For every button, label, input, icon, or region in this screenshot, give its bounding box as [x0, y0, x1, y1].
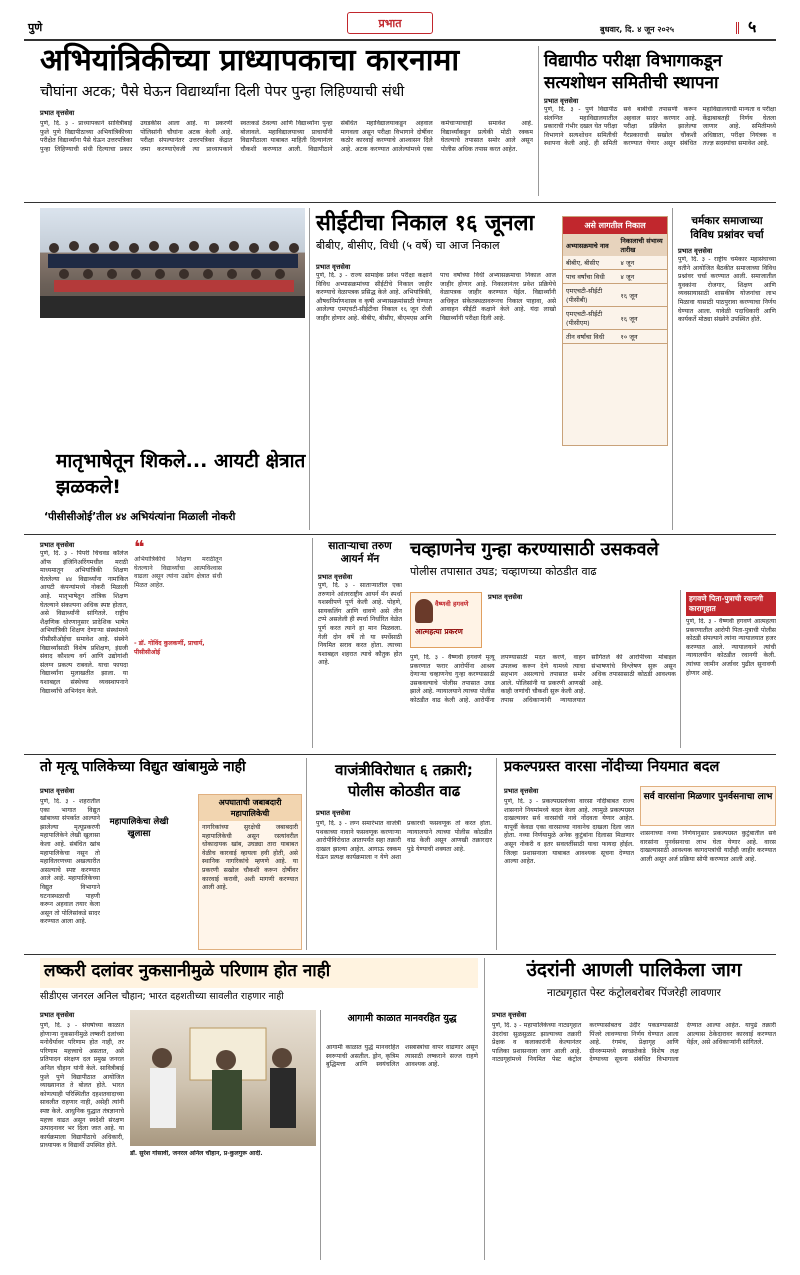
- story13-body: शासनाच्या नव्या निर्णयानुसार प्रकल्पग्रस्त कुटुंबातील सर्व वारसांना पुनर्वसनाचा लाभ घेता येणार आहे. वारस दाखल्यासाठी आवश्यक कागदपत्रांची यादीही जाहीर करण्यात आली असून अर्ज प्रक्रिया सोपी करण्यात आली आहे.: [640, 830, 776, 863]
- masthead-date: बुधवार, दि. ४ जून २०२५: [600, 25, 674, 34]
- story9-body-cont: [104, 850, 194, 948]
- story3-subhead: बीबीए, बीसीए, विधी (५ वर्षे) चा आज निकाल: [316, 239, 500, 252]
- story11-credit: प्रभात वृत्तसेवा: [316, 809, 351, 817]
- story13-box: [640, 786, 776, 826]
- quote-mark-icon: ❝: [134, 537, 145, 558]
- masthead-paper: प्रभात: [378, 17, 402, 30]
- table-row: [563, 284, 667, 307]
- story14-body: पुणे, दि. ३ - संघर्षाच्या काळात होणाऱ्या नुकसानीमुळे लष्करी दलांच्या मनोधैर्यावर परिणाम होत नाही, तर परिणाम महत्त्वाचे असतात, असे प्रतिपादन संरक्षण दल प्रमुख जनरल अनिल चौहान यांनी केले. सावित्रीबाई फुले पुणे विद्यापीठात आयोजित व्याख्यानात ते बोलत होते. भारत कोणत्याही परिस्थितीत दहशतवादाच्या सावलीत राहणार नाही, असेही त्यांनी स्पष्ट केले. आधुनिक युद्धात तंत्रज्ञानाचे महत्त्व वाढत असून स्वदेशी संरक्षण उत्पादनावर भर दिला जात आहे. या कार्यक्रमाला विद्यापीठाचे अधिकारी, प्राध्यापक व विद्यार्थी उपस्थित होते.: [40, 1022, 124, 1150]
- story5-quote: [134, 537, 222, 660]
- story7-tag-name: वैष्णवी हगवणे: [435, 600, 469, 608]
- story9-sub-left: महापालिकेचा लेखी खुलासा: [109, 817, 169, 839]
- story5-quote-text: अभियांत्रिकीचे शिक्षण मराठीतून घेतल्याने विद्यार्थ्यांचा आत्मविश्वास वाढला असून त्यांना उद्योग क्षेत्रात संधी मिळत आहेत.: [134, 556, 222, 589]
- masthead-logo: [347, 12, 433, 34]
- story3-body: पुणे, दि. ३ - राज्य सामाईक प्रवेश परीक्षा कक्षाने विविध अभ्यासक्रमांच्या सीईटीचे निकाल जाहीर करण्याचे वेळापत्रक प्रसिद्ध केले आहे. अभियांत्रिकी, औषधनिर्माणशास्त्र व कृषी अभ्यासक्रमांसाठी घेण्यात आलेल्या एमएचटी-सीईटीचा निकाल १६ जून रोजी जाहीर होणार आहे. बीबीए, बीसीए, बीएमएस आणि पाच वर्षांच्या विधी अभ्यासक्रमाचा निकाल आज जाहीर होणार आहे. निकालानंतर प्रवेश प्रक्रियेचे वेळापत्रक जाहीर करण्यात येईल. विद्यार्थ्यांनी अधिकृत संकेतस्थळावरूनच निकाल पाहावा, असे आवाहन सीईटी कक्षाने केले आहे. यंदा लाखो विद्यार्थ्यांनी परीक्षा दिली आहे.: [316, 272, 556, 322]
- story2-body: पुणे, दि. ३ - पुणे विद्यापीठ संलग्नित महाविद्यालयातील प्रकाराची गंभीर दखल घेत परीक्षा विभागाने सत्यशोधन समितीची स्थापना केली आहे. ही समिती सर्व बाबींची तपासणी करून अहवाल सादर करणार आहे. परीक्षा प्रक्रियेत झालेल्या गैरप्रकाराची सखोल चौकशी करण्यात येणार असून संबंधित महाविद्यालयाची मान्यता व परीक्षा केंद्राबाबतही निर्णय घेतला जाणार आहे. समितीमध्ये अधिष्ठाता, परीक्षा नियंत्रक व तज्ज्ञ सदस्यांचा समावेश आहे.: [544, 106, 776, 148]
- story11-body: पुणे, दि. ३ - लग्न समारंभात वाजंत्री पथकाच्या नावाने फसवणूक करणाऱ्या आरोपीविरोधात आतापर्यंत सहा तक्रारी दाखल झाल्या आहेत. आगाऊ रक्कम घेऊन प्रत्यक्ष कार्यक्रमाला न येणे अशा प्रकारची फसवणूक तो करत होता. न्यायालयाने त्याच्या पोलीस कोठडीत वाढ केली असून आणखी तक्रारदार पुढे येण्याची शक्यता आहे.: [316, 820, 492, 862]
- story7-headline: चव्हाणनेच गुन्हा करण्यासाठी उसकवले: [410, 539, 659, 560]
- story5-quote-by: - डॉ. गोविंद कुलकर्णी, प्राचार्य, पीसीसीओई: [134, 640, 205, 656]
- group-photo: [40, 208, 305, 318]
- story12-credit: प्रभात वृत्तसेवा: [504, 787, 539, 795]
- masthead-city: पुणे: [28, 21, 43, 34]
- story3-credit: प्रभात वृत्तसेवा: [316, 263, 351, 271]
- masthead-divider: [736, 22, 739, 34]
- story6-body: पुणे, दि. ३ - साताऱ्यातील एका तरुणाने आंतरराष्ट्रीय आयर्न मॅन स्पर्धा यशस्वीपणे पूर्ण केली आहे. पोहणे, सायकलिंग आणि धावणे असे तीन टप्पे असलेली ही स्पर्धा निर्धारित वेळेत पूर्ण करत त्याने हा मान मिळवला. गेली दोन वर्षे तो या स्पर्धेसाठी नियमित सराव करत होता. त्याच्या यशाबद्दल शहरात त्याचे कौतुक होत आहे.: [318, 582, 402, 667]
- avatar: [415, 599, 433, 623]
- story5-body-cont: [134, 666, 308, 750]
- table-row: [563, 307, 667, 330]
- story14-credit: प्रभात वृत्तसेवा: [40, 1011, 75, 1019]
- story1-subhead: चौघांना अटक; पैसे घेऊन विद्यार्थ्यांना दिली पेपर पुन्हा लिहिण्याची संधी: [40, 84, 405, 100]
- story7-tag: [410, 592, 482, 648]
- story6-headline: साताऱ्याचा तरुण आयर्न मॅन: [328, 540, 392, 565]
- story16-headline: उंदरांनी आणली पालिकेला जाग: [526, 959, 742, 981]
- result-date: १६ जून: [618, 307, 667, 330]
- result-date: ४ जून: [618, 270, 667, 284]
- story14-body-cont: [130, 1174, 316, 1258]
- story1-headline: अभियांत्रिकीच्या प्राध्यापकाचा कारनामा: [40, 43, 460, 78]
- story4-credit: प्रभात वृत्तसेवा: [678, 247, 713, 255]
- story15-body: आगामी काळात युद्धे मानवरहित स्वरूपाची असतील. ड्रोन, कृत्रिम बुद्धिमत्ता आणि स्वयंचलित शस्त्रास्त्रांचा वापर वाढणार असून त्यासाठी लष्कराने सज्ज राहणे आवश्यक आहे.: [326, 1044, 478, 1069]
- story13-headline: सर्व वारसांना मिळणार पुनर्वसनाचा लाभ: [643, 792, 773, 802]
- result-course: पाच वर्षांचा विधी: [563, 270, 618, 284]
- result-course: एमएचटी-सीईटी (पीसीबी): [563, 284, 618, 307]
- event-photo: [130, 1010, 316, 1146]
- table-row: [563, 330, 667, 344]
- story1-body: पुणे, दि. ३ - प्राध्यापकाने सावित्रीबाई फुले पुणे विद्यापीठाच्या अभियांत्रिकीच्या परीक्षेत विद्यार्थ्यांना पैसे घेऊन उत्तरपत्रिका पुन्हा लिहिण्याची संधी दिल्याचा प्रकार उघडकीस आला आहे. या प्रकरणी पोलिसांनी चौघांना अटक केली आहे. परीक्षा संपल्यानंतर उत्तरपत्रिका केंद्रात जमा करण्याऐवजी त्या प्राध्यापकाने स्वतःकडे ठेवल्या आणि विद्यार्थ्यांना पुन्हा बोलावले. महाविद्यालयाच्या प्राचार्यांनी विद्यापीठाला याबाबत माहिती दिल्यानंतर चौकशी करण्यात आली. विद्यापीठाने संबंधित महाविद्यालयाकडून अहवाल मागवला असून परीक्षा विभागाने दोषींवर कठोर कारवाई करण्याचे आश्वासन दिले आहे. अटक करण्यात आलेल्यांमध्ये एका कर्मचाऱ्याचाही समावेश आहे. विद्यार्थ्यांकडून प्रत्येकी मोठी रक्कम घेतल्याचे तपासात समोर आले असून पोलीस अधिक तपास करत आहेत.: [40, 120, 533, 153]
- result-course: तीन वर्षांचा विधी: [563, 330, 618, 344]
- story14-headline: लष्करी दलांवर नुकसानीमुळे परिणाम होत नाही: [44, 961, 331, 981]
- result-col-date: निकालाची संभाव्य तारीख: [618, 234, 667, 256]
- story16-credit: प्रभात वृत्तसेवा: [492, 1011, 527, 1019]
- story11-headline: वाजंत्रीविरोधात ६ तक्रारी; पोलीस कोठडीत वाढ: [335, 761, 473, 800]
- story12-body: पुणे, दि. ३ - प्रकल्पग्रस्तांच्या वारसा नोंदीबाबत राज्य शासनाने नियमांमध्ये बदल केला आहे. त्यामुळे प्रकल्पग्रस्त दाखल्यावर सर्व वारसांची नावे नोंदवता येणार आहेत. यापूर्वी केवळ एका वारसाच्या नावानेच दाखला दिला जात होता. नव्या निर्णयामुळे अनेक कुटुंबांना दिलासा मिळणार असून नोकरी व इतर सवलतींसाठी याचा फायदा होईल. जिल्हा प्रशासनाला याबाबत आवश्यक सूचना देण्यात आल्या आहेत.: [504, 798, 634, 866]
- result-box: [562, 216, 668, 446]
- story5-headline: मातृभाषेतून शिकले... आयटी क्षेत्रात झळकले!: [56, 450, 306, 498]
- story6-credit: प्रभात वृत्तसेवा: [318, 573, 353, 581]
- story16-subhead: नाट्यगृहात पेस्ट कंट्रोलबरोबर पिंजरेही लावणार: [547, 987, 721, 999]
- result-box-title: असे लागतील निकाल: [563, 217, 667, 234]
- story4-body: पुणे, दि. ३ - राष्ट्रीय चर्मकार महासंघाच्या वतीने आयोजित बैठकीत समाजाच्या विविध प्रश्नांवर चर्चा करण्यात आली. समाजातील युवकांना रोजगार, शिक्षण आणि व्यवसायासाठी शासकीय योजनांचा लाभ मिळावा यासाठी पाठपुरावा करण्याचा निर्णय घेण्यात आला. यावेळी पदाधिकारी आणि कार्यकर्ते मोठ्या संख्येने उपस्थित होते.: [678, 256, 776, 324]
- story7-body-top: [488, 602, 676, 650]
- table-row: [563, 256, 667, 270]
- story9-credit: प्रभात वृत्तसेवा: [40, 787, 75, 795]
- story5-subhead: ‘पीसीसीओई’तील ४४ अभियंत्यांना मिळाली नोकरी: [44, 511, 236, 523]
- result-date: १० जून: [618, 330, 667, 344]
- story8-body: पुणे, दि. ३ - वैष्णवी हगवणे आत्महत्या प्रकरणातील आरोपी पिता-पुत्राची पोलीस कोठडी संपल्याने त्यांना न्यायालयात हजर करण्यात आले. न्यायालयाने त्यांची न्यायालयीन कोठडीत रवानगी केली. त्यांच्या जामीन अर्जावर पुढील सुनावणी होणार आहे.: [686, 618, 776, 677]
- story2-credit: प्रभात वृत्तसेवा: [544, 97, 579, 105]
- group-photo-figures: [40, 208, 305, 318]
- story14-caption: डॉ. सुरेश गोसावी, जनरल अनिल चौहान, प्र-कुलगुरू आदी.: [130, 1150, 263, 1157]
- story4-headline: चर्मकार समाजाच्या विविध प्रश्नांवर चर्चा: [690, 215, 764, 241]
- story9-headline: तो मृत्यू पालिकेच्या विद्युत खांबामुळे नाही: [40, 759, 246, 775]
- story10-headline: अपघाताची जबाबदारी महापालिकेची: [199, 795, 301, 821]
- masthead-rule: [24, 39, 776, 41]
- event-photo-figures: [130, 1010, 316, 1146]
- result-date: १६ जून: [618, 284, 667, 307]
- story10-box: [198, 794, 302, 950]
- story9-body: पुणे, दि. ३ - शहरातील एका भागात विद्युत खांबाच्या संपर्कात आल्याने झालेल्या मृत्यूप्रकरणी महापालिकेने लेखी खुलासा केला आहे. संबंधित खांब महापालिकेचा नसून तो महावितरणच्या अखत्यारीत असल्याचे स्पष्ट करण्यात आले आहे. महापालिकेच्या विद्युत विभागाने घटनास्थळाची पाहणी करून अहवाल तयार केला असून तो पोलिसांकडे सादर करण्यात आला आहे.: [40, 798, 100, 926]
- story16-body: पुणे, दि. ३ - महापालिकेच्या नाट्यगृहात उंदरांचा सुळसुळाट झाल्याच्या तक्रारी प्रेक्षक व कलाकारांनी केल्यानंतर पालिका प्रशासनाला जाग आली आहे. नाट्यगृहांमध्ये नियमित पेस्ट कंट्रोल करण्यासोबतच उंदीर पकडण्यासाठी पिंजरे लावण्याचा निर्णय घेण्यात आला आहे. रंगमंच, प्रेक्षागृह आणि ग्रीनरूममध्ये स्वच्छतेकडे विशेष लक्ष देण्याच्या सूचना संबंधित विभागाला देण्यात आल्या आहेत. यापुढे तक्रारी आल्यास ठेकेदारावर कारवाई करण्यात येईल, असे अधिकाऱ्यांनी सांगितले.: [492, 1022, 776, 1064]
- story14-banner: [40, 958, 478, 988]
- result-course: बीबीए, बीसीए: [563, 256, 618, 270]
- page-number: ५: [748, 17, 757, 36]
- masthead: [0, 0, 800, 40]
- story14-subhead: सीडीएस जनरल अनिल चौहान; भारत दहशतीच्या सावलीत राहणार नाही: [40, 991, 284, 1002]
- story5-credit: प्रभात वृत्तसेवा: [40, 541, 75, 549]
- story7-tag-title: आत्महत्या प्रकरण: [415, 627, 463, 636]
- story5-body: पुणे, दि. ३ - पिंपरी चिंचवड कॉलेज ऑफ इंजिनिअरिंगमधील मराठी माध्यमातून अभियांत्रिकी शिक्षण घेतलेल्या ४४ विद्यार्थ्यांना नामांकित आयटी कंपन्यांमध्ये नोकरी मिळाली आहे. मातृभाषेतून तांत्रिक शिक्षण घेतल्याने संकल्पना अधिक स्पष्ट होतात, असे विद्यार्थ्यांनी सांगितले. राष्ट्रीय शैक्षणिक धोरणानुसार प्रादेशिक भाषेत अभियांत्रिकी शिक्षण देणाऱ्या संस्थांमध्ये पीसीसीओईचा समावेश आहे. संस्थेने विद्यार्थ्यांसाठी विशेष प्रशिक्षण, इंग्रजी संवाद कौशल्य वर्ग आणि उद्योगांशी संलग्न प्रकल्प राबवले. याचा फायदा विद्यार्थ्यांना मुलाखतीत झाला. या यशाबद्दल संस्थेच्या व्यवस्थापनाने विद्यार्थ्यांचे अभिनंदन केले.: [40, 550, 128, 695]
- result-table: [563, 234, 667, 344]
- result-col-course: अभ्यासक्रमाचे नाव: [563, 234, 618, 256]
- story8-header: [686, 592, 776, 616]
- result-date: ४ जून: [618, 256, 667, 270]
- story1-credit: प्रभात वृत्तसेवा: [40, 109, 75, 117]
- story3-headline: सीईटीचा निकाल १६ जूनला: [316, 211, 535, 236]
- table-row: [563, 270, 667, 284]
- result-course: एमएचटी-सीईटी (पीसीएम): [563, 307, 618, 330]
- story7-body: पुणे, दि. ३ - वैष्णवी हगवणे मृत्यू प्रकरणात फरार आरोपींना आश्रय देणाऱ्या चव्हाणनेच गुन्हा करण्यासाठी उसकवल्याचे पोलीस तपासात उघड झाले आहे. न्यायालयाने त्याच्या पोलीस कोठडीत वाढ केली आहे. आरोपींना लपण्यासाठी मदत करणे, वाहन उपलब्ध करून देणे यामध्ये त्याचा सहभाग असल्याचे तपासात समोर आले. पोलिसांनी या प्रकरणी आणखी काही जणांची चौकशी सुरू केली आहे. तपास अधिकाऱ्यांनी न्यायालयात सांगितले की आरोपींच्या मोबाइल संभाषणांचे विश्लेषण सुरू असून अधिक तपासासाठी कोठडी आवश्यक आहे.: [410, 654, 676, 704]
- story7-credit: प्रभात वृत्तसेवा: [488, 593, 523, 601]
- story8-headline: हगवणे पिता-पुत्राची रवानगी कारागृहात: [689, 594, 764, 613]
- story7-subhead: पोलीस तपासात उघड; चव्हाणच्या कोठडीत वाढ: [410, 565, 597, 578]
- story10-body: नागरिकांच्या सुरक्षेची जबाबदारी महापालिकेची असून रस्त्यांवरील धोकादायक खांब, उघड्या तारा याबाबत वेळीच कारवाई व्हायला हवी होती, असे स्थानिक नागरिकांचे म्हणणे आहे. या प्रकरणी सखोल चौकशी करून दोषींवर कारवाई करावी, अशी मागणी करण्यात आली आहे.: [202, 824, 298, 892]
- story2-headline: विद्यापीठ परीक्षा विभागाकडून सत्यशोधन समितीची स्थापना: [544, 51, 723, 93]
- result-table-header: [563, 234, 667, 256]
- story12-headline: प्रकल्पग्रस्त वारसा नोंदीच्या नियमात बदल: [504, 759, 720, 775]
- story15-headline: आगामी काळात मानवरहित युद्ध: [347, 1013, 457, 1024]
